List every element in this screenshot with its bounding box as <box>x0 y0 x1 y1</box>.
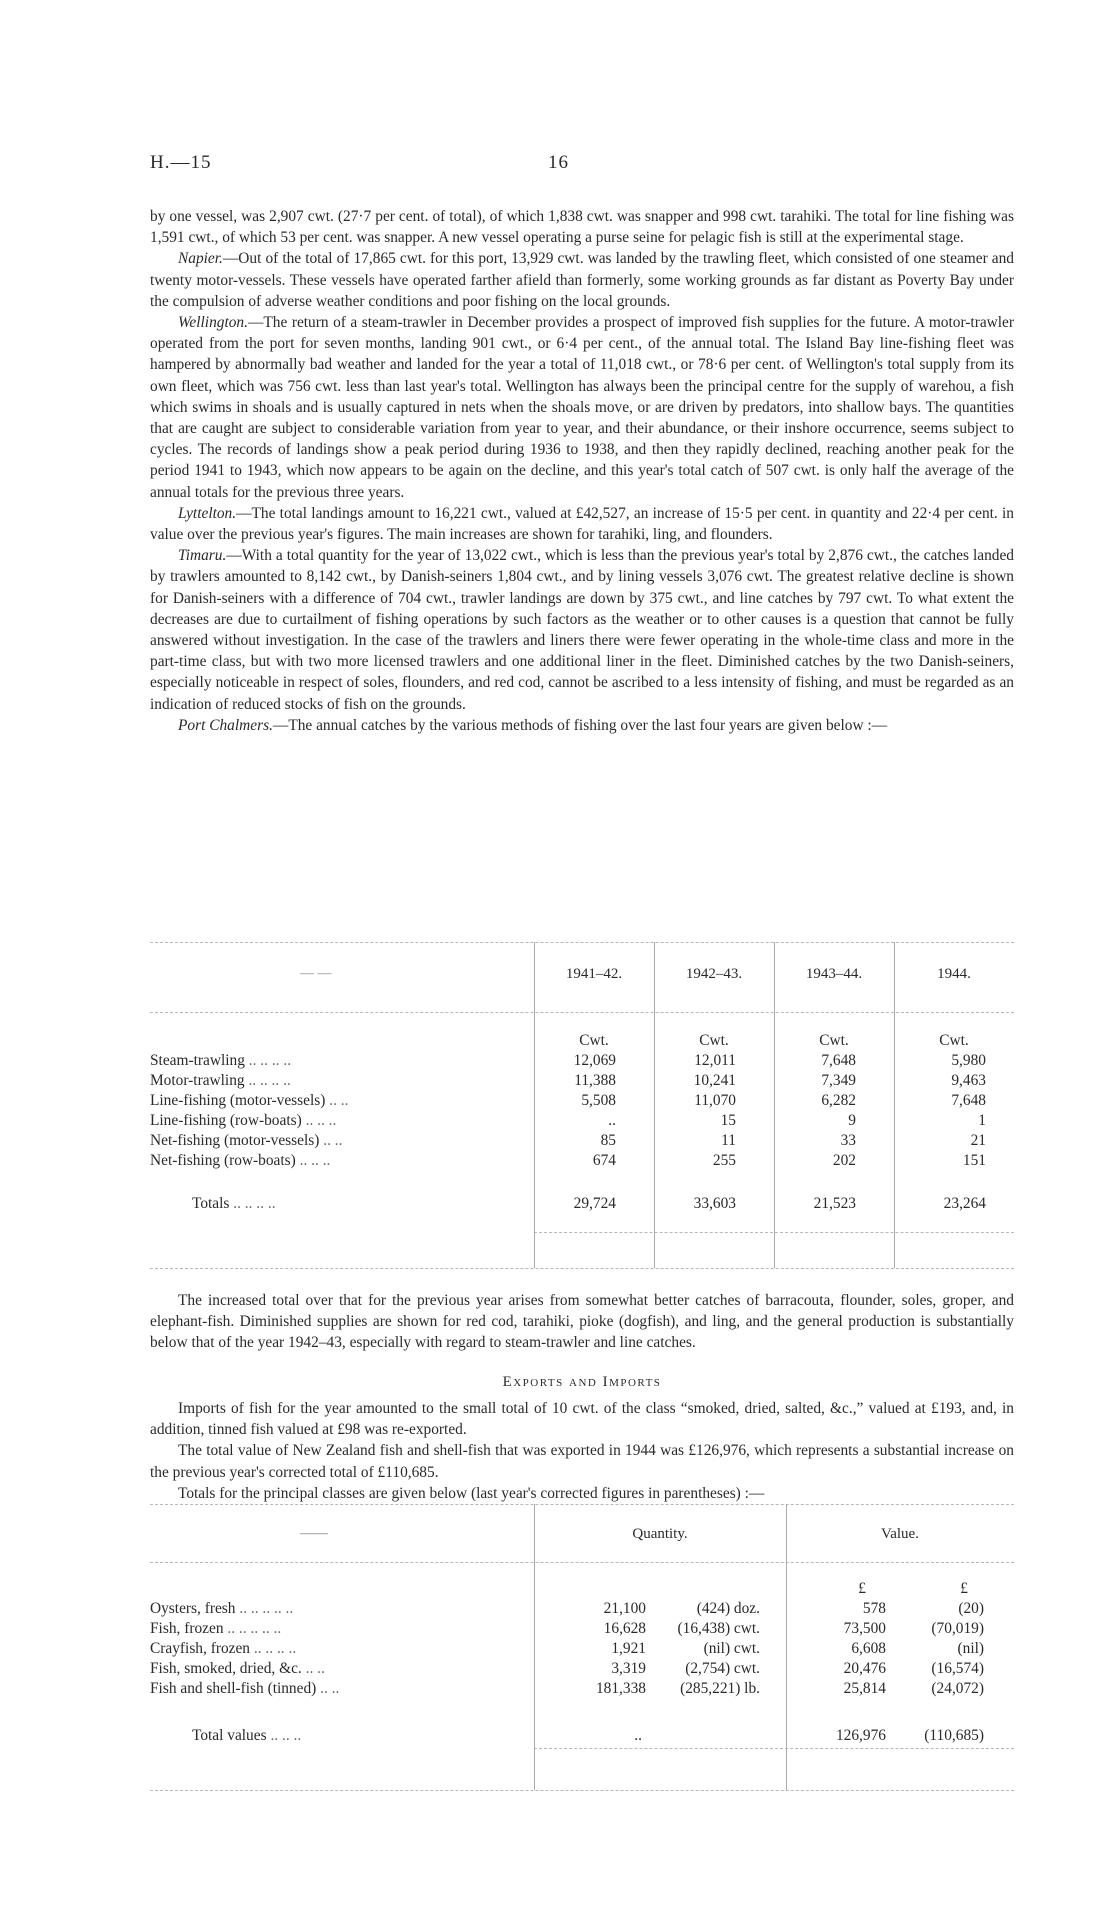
table1-unit: Cwt. <box>699 1031 729 1049</box>
cell-val-prev: (24,072) <box>931 1680 984 1697</box>
cell-val: 73,500 <box>843 1620 886 1637</box>
section-title: Exports and Imports <box>502 1374 662 1390</box>
table-row <box>150 1599 1014 1619</box>
table-row <box>150 1071 1014 1091</box>
cell-value: 9 <box>848 1112 856 1129</box>
table1-unit: Cwt. <box>819 1031 849 1049</box>
cell-qty-prev: (285,221) lb. <box>680 1680 760 1697</box>
cell-val: 578 <box>862 1600 886 1617</box>
paragraph-imports: Imports of fish for the year amounted to the small total of 10 cwt. of the class “smoked, dried, salted, &c.,” valued at £193, and, in addition, tinned fish valued at £98 was re-exported. <box>150 1400 1014 1439</box>
row-label: Fish, smoked, dried, &c. <box>150 1660 302 1677</box>
leader-dots: .. .. .. .. <box>233 1195 276 1212</box>
row-label: Line-fishing (row-boats) <box>150 1112 302 1129</box>
paragraph-napier <box>150 248 1014 312</box>
table2-body <box>150 1578 1014 1757</box>
total-value: 33,603 <box>693 1195 736 1212</box>
cell-value: 7,648 <box>821 1052 856 1069</box>
port-chalmers-text: —The annual catches by the various methods of fishing over the last four years are given below :— <box>272 716 888 734</box>
cell-val-prev: (70,019) <box>931 1620 984 1637</box>
paragraph-timaru <box>150 545 1014 715</box>
row-label: Motor-trawling <box>150 1072 245 1089</box>
cell-val: 25,814 <box>843 1680 886 1697</box>
cell-value: 5,980 <box>951 1052 986 1069</box>
cell-qty: 1,921 <box>611 1640 646 1657</box>
leader-dots: .. .. <box>323 1132 343 1149</box>
leader-dots: .. .. .. <box>305 1112 337 1129</box>
cell-value: 11,070 <box>694 1092 736 1109</box>
leader-dots: .. .. .. .. <box>248 1052 292 1069</box>
cell-value: 7,648 <box>951 1092 986 1109</box>
body-text-exports <box>150 1398 1014 1504</box>
wellington-text: —The return of a steam-trawler in December provides a prospect of improved fish supplies for the future. A motor-trawler operated from the port for seven months, landing 901 cwt., or 6·4 per cent., of the annual total. The Island Bay line-fishing fleet was hampered by abnormally bad weather and landed for the year a total of 11,018 cwt., or 78·6 per cent. of Wellington's total supply from its own fleet, which was 756 cwt. less than last year's total. Wellington has always been the principal centre for the supply of warehou, a fish which swims in shoals and is usually captured in nets when the shoals move, or are driven by predators, into shallow bays. The quantities that are caught are subject to considerable variation from year to year, and their abundance, or their inshore occurrence, seems subject to cycles. The records of landings show a peak period during 1936 to 1938, and then they rapidly declined, reaching another peak for the period 1941 to 1943, which now appears to be again on the decline, and this year's total catch of 507 cwt. is only half the average of the annual totals for the previous three years. <box>150 314 1014 501</box>
paragraph-wellington <box>150 312 1014 503</box>
leader-dots: .. .. .. <box>299 1152 331 1169</box>
cell-qty-prev: (nil) cwt. <box>703 1640 760 1657</box>
lyttelton-text: —The total landings amount to 16,221 cwt., valued at £42,527, an increase of 15·5 per cent. in quantity and 22·4 per cent. in value over the previous year's figures. The main increases are shown for tarahiki, ling, and flounders. <box>150 504 1014 544</box>
cell-value: 85 <box>600 1132 616 1149</box>
cell-qty-prev: (424) doz. <box>696 1600 760 1617</box>
cell-qty: 16,628 <box>603 1620 646 1637</box>
paragraph-intro: by one vessel, was 2,907 cwt. (27·7 per cent. of total), of which 1,838 cwt. was snapper and 998 cwt. tarahiki. The total for line fishing was 1,591 cwt., of which 53 per cent. was snapper. A new vessel operating a purse seine for pelagic fish is still at the experimental stage. <box>150 208 1014 247</box>
paragraph-port-chalmers <box>150 715 1014 736</box>
table2-header-rule <box>150 1562 1014 1563</box>
table1-col-1944: 1944. <box>937 966 971 982</box>
table2-bottom-rule <box>150 1790 1014 1791</box>
cell-val: 6,608 <box>851 1640 886 1657</box>
cell-value: 11,388 <box>574 1072 616 1089</box>
totals-label: Totals <box>192 1195 230 1212</box>
table1-top-rule <box>150 942 1014 943</box>
table1-body <box>150 1030 1014 1223</box>
cell-val-prev: (nil) <box>957 1640 984 1657</box>
cell-value: 1 <box>978 1112 986 1129</box>
table-row-totals <box>150 1171 1014 1223</box>
cell-value: 202 <box>832 1152 856 1169</box>
cell-value: 6,282 <box>821 1092 856 1109</box>
cell-val-prev: (16,574) <box>931 1660 984 1677</box>
leader-dots: .. .. .. .. <box>248 1072 291 1089</box>
cell-value: 10,241 <box>693 1072 736 1089</box>
cell-value: 9,463 <box>951 1072 986 1089</box>
cell-val: 20,476 <box>843 1660 886 1677</box>
cell-qty: 21,100 <box>603 1600 646 1617</box>
place-napier: Napier. <box>178 250 223 268</box>
table1-header-blank: — — <box>300 966 332 981</box>
paragraph-after-table1: The increased total over that for the previous year arises from somewhat better catches of barracouta, flounder, soles, groper, and elephant-fish. Diminished supplies are shown for red cod, tarahiki, pioke (dogfish), and ling, and the general production is substantially below that of the year 1942–43, especially with regard to steam-trawler and line catches. <box>150 1292 1014 1352</box>
total-value: 29,724 <box>573 1195 616 1212</box>
cell-qty: 3,319 <box>611 1660 646 1677</box>
table-row-totals <box>150 1699 1014 1757</box>
cell-value: 33 <box>840 1132 856 1149</box>
total-qty: .. <box>634 1727 642 1744</box>
place-lyttelton: Lyttelton. <box>178 504 237 522</box>
timaru-text: —With a total quantity for the year of 13,022 cwt., which is less than the previous year's total by 2,876 cwt., the catches landed by trawlers amounted to 8,142 cwt., by Danish-seiners 1,804 cwt., and by lining vessels 3,076 cwt. The greatest relative decline is shown for Danish-seiners with a difference of 704 cwt., trawler landings are down by 375 cwt., and line catches by 797 cwt. To what extent the decreases are due to curtailment of fishing operations by such factors as the weather or to other causes is a question that cannot be fully answered without investigation. In the case of the trawlers and liners there were fewer operating in the whole-time class and more in the part-time class, but with two more licensed trawlers and one additional liner in the fleet. Diminished catches by the two Danish-seiners, especially noticeable in respect of soles, flounders, and red cod, cannot be ascribed to a less intensity of fishing, and must be regarded as an indication of reduced stocks of fish on the grounds. <box>150 547 1014 713</box>
table1-unit: Cwt. <box>939 1031 969 1049</box>
leader-dots: .. .. .. .. .. <box>227 1620 282 1637</box>
total-value: 21,523 <box>813 1195 856 1212</box>
table2-top-rule <box>150 1504 1014 1505</box>
cell-value: 7,349 <box>821 1072 856 1089</box>
paragraph-classes-intro: Totals for the principal classes are given below (last year's corrected figures in parentheses) :— <box>178 1484 765 1502</box>
table-row <box>150 1639 1014 1659</box>
cell-val-prev: (20) <box>958 1600 984 1617</box>
table2-unit: £ <box>960 1579 968 1597</box>
table1-col-1943: 1943–44. <box>805 966 863 982</box>
cell-value: 674 <box>592 1152 616 1169</box>
leader-dots: .. .. .. <box>270 1727 302 1744</box>
table1-col-1942: 1942–43. <box>685 966 743 982</box>
table2-header-value: Value. <box>881 1526 919 1542</box>
cell-value: 21 <box>970 1132 986 1149</box>
table2-unit: £ <box>858 1579 866 1597</box>
leader-dots: .. .. <box>305 1660 325 1677</box>
table-row <box>150 1659 1014 1679</box>
row-label: Fish, frozen <box>150 1620 224 1637</box>
cell-value: 5,508 <box>581 1092 616 1109</box>
table2-header-quantity: Quantity. <box>632 1526 688 1542</box>
row-label: Fish and shell-fish (tinned) <box>150 1680 317 1697</box>
leader-dots: .. .. .. .. <box>253 1640 297 1657</box>
leader-dots: .. .. .. .. .. <box>239 1600 294 1617</box>
row-label: Net-fishing (motor-vessels) <box>150 1132 320 1149</box>
table2-units-row <box>150 1578 1014 1599</box>
cell-value: .. <box>608 1112 616 1129</box>
body-text-after-table1 <box>150 1290 1014 1354</box>
body-text-top <box>150 206 1014 736</box>
table2-header-blank: —— <box>300 1526 328 1541</box>
table1-header-rule <box>150 1012 1014 1013</box>
cell-value: 255 <box>712 1152 736 1169</box>
report-code: H.—15 <box>150 152 212 173</box>
place-wellington: Wellington. <box>178 314 248 332</box>
table1-units-row <box>150 1030 1014 1051</box>
table-row <box>150 1111 1014 1131</box>
total-value: 23,264 <box>943 1195 986 1212</box>
table1-unit: Cwt. <box>579 1031 609 1049</box>
table-row <box>150 1619 1014 1639</box>
leader-dots: .. .. <box>320 1680 340 1697</box>
cell-qty-prev: (2,754) cwt. <box>685 1660 760 1677</box>
row-label: Line-fishing (motor-vessels) <box>150 1092 326 1109</box>
cell-qty: 181,338 <box>595 1680 646 1697</box>
total-val-prev: (110,685) <box>924 1727 984 1744</box>
table-row <box>150 1131 1014 1151</box>
row-label: Steam-trawling <box>150 1052 245 1069</box>
row-label: Net-fishing (row-boats) <box>150 1152 296 1169</box>
row-label: Oysters, fresh <box>150 1600 236 1617</box>
cell-qty-prev: (16,438) cwt. <box>677 1620 760 1637</box>
place-timaru: Timaru. <box>178 547 227 565</box>
table-row <box>150 1679 1014 1699</box>
napier-text: —Out of the total of 17,865 cwt. for this port, 13,929 cwt. was landed by the trawling fleet, which consisted of one steamer and twenty motor-vessels. These vessels have operated farther afield than formerly, some working grounds as far distant as Poverty Bay under the compulsion of adverse weather conditions and poor fishing on the local grounds. <box>150 250 1014 310</box>
place-port-chalmers: Port Chalmers. <box>178 716 273 734</box>
paragraph-exports-total: The total value of New Zealand fish and shell-fish that was exported in 1944 was £126,976, which represents a substantial increase on the previous year's corrected total of £110,685. <box>150 1442 1014 1481</box>
cell-value: 12,069 <box>573 1052 616 1069</box>
cell-value: 11 <box>721 1132 736 1149</box>
cell-value: 151 <box>962 1152 986 1169</box>
table-row <box>150 1091 1014 1111</box>
row-label: Crayfish, frozen <box>150 1640 251 1657</box>
cell-value: 15 <box>720 1112 736 1129</box>
table-row <box>150 1051 1014 1071</box>
table1-bottom-rule <box>150 1268 1014 1269</box>
paragraph-lyttelton <box>150 503 1014 545</box>
cell-value: 12,011 <box>694 1052 736 1069</box>
leader-dots: .. .. <box>329 1092 349 1109</box>
table-row <box>150 1151 1014 1171</box>
page-number: 16 <box>548 152 569 173</box>
totals-label: Total values <box>192 1727 267 1744</box>
table1-col-1941: 1941–42. <box>565 966 623 982</box>
total-val: 126,976 <box>835 1727 886 1744</box>
